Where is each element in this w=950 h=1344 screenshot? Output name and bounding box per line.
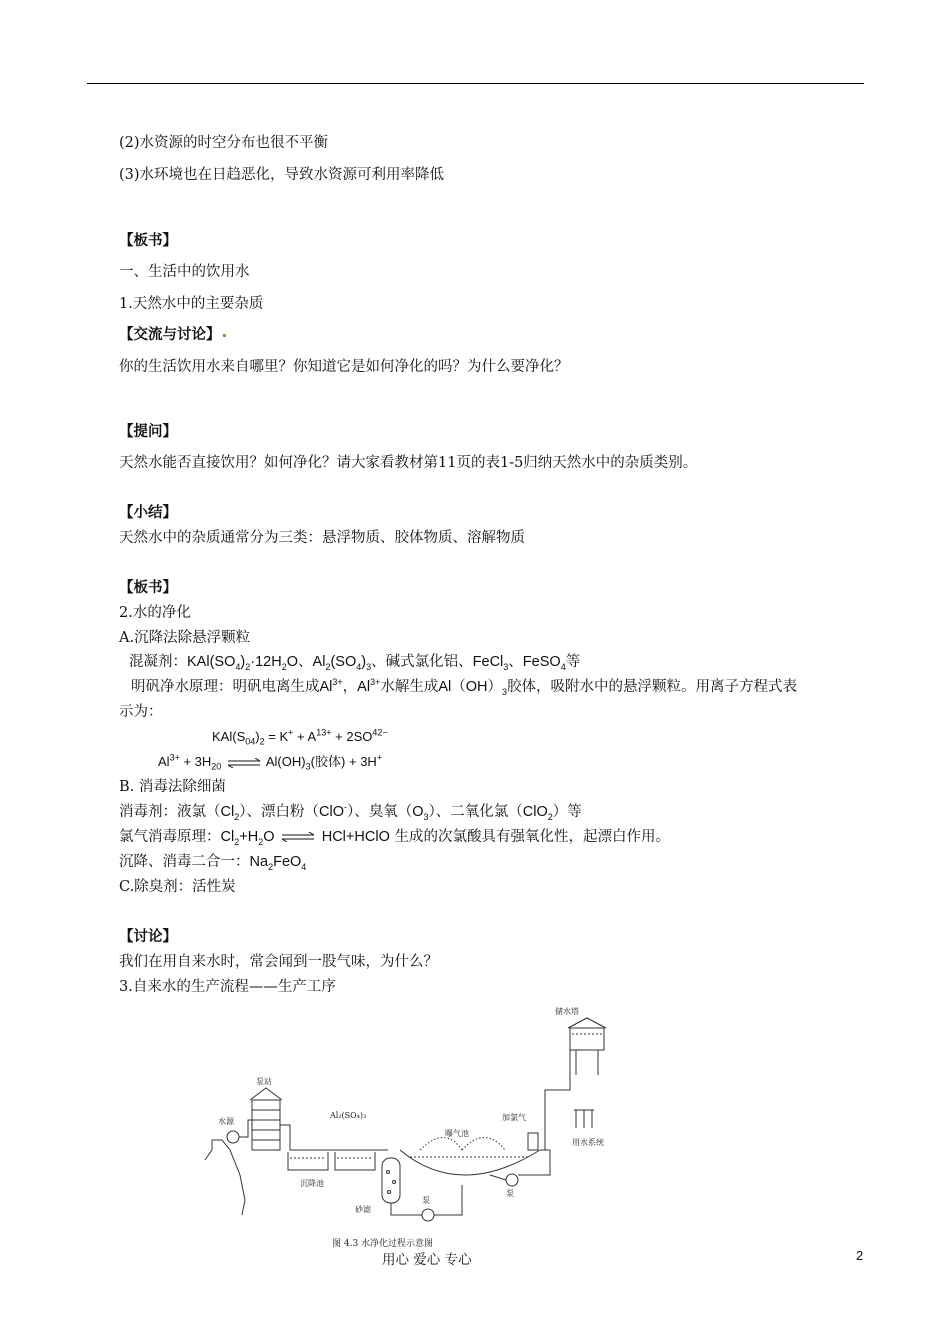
section-heading: 【板书】 — [119, 232, 177, 249]
text-line: (2)水资源的时空分布也很不平衡 — [119, 135, 329, 151]
formula-alum: $KAl(SO_4)_2\cdot 12H_2O$ — [187, 654, 299, 672]
label-pump-1: 泵 — [422, 1196, 430, 1205]
label-pump-station: 泵站 — [256, 1077, 272, 1086]
text-line: (3)水环境也在日趋恶化，导致水资源可利用率降低 — [119, 167, 445, 183]
label-sand-filter: 砂滤 — [355, 1205, 371, 1214]
label-water-system: 用水系统 — [572, 1138, 604, 1147]
formula-feso4: FeSO$_4$ — [522, 654, 566, 672]
text-line: 2.水的净化 — [119, 605, 191, 621]
text-line: A.沉降法除悬浮颗粒 — [119, 630, 251, 646]
water-tower — [570, 1028, 604, 1050]
formula-fecl3: FeCl$_3$ — [472, 654, 509, 672]
formula-al2so43: $Al_2(SO_4)_3$ — [312, 654, 372, 672]
label-pump-2: 泵 — [506, 1189, 514, 1198]
label-water-tower: 储水塔 — [555, 1007, 579, 1016]
label-al2so43: Al₂(SO₄)₃ — [330, 1111, 367, 1120]
section-heading: 【小结】 — [119, 504, 177, 521]
label-settling-pool: 沉降池 — [300, 1179, 324, 1188]
pump-icon — [422, 1209, 434, 1221]
section-heading: 【板书】 — [119, 579, 177, 596]
header-rule — [87, 83, 864, 84]
figure-caption: 图 4.3 水净化过程示意图 — [332, 1239, 434, 1249]
text-line: 你的生活饮用水来自哪里？你知道它是如何净化的吗？为什么要净化？ — [119, 359, 569, 375]
page-number: 2 — [856, 1248, 864, 1263]
reversible-arrow-icon — [227, 758, 261, 768]
text-line: B. 消毒法除细菌 — [119, 779, 226, 795]
text-line: 3.自来水的生产流程——生产工序 — [119, 979, 336, 995]
reversible-arrow-icon — [281, 832, 315, 842]
text-line: 示为： — [119, 704, 163, 720]
equation-2: $Al^{3+} + 3H_{20}$ $Al(OH)_3$(胶体) + 3H+ — [158, 752, 383, 772]
settling-pool-1 — [288, 1152, 328, 1170]
water-source-pump-icon — [227, 1131, 239, 1143]
label-water-source: 水源 — [218, 1117, 234, 1126]
settling-pool-2 — [335, 1152, 375, 1170]
section-heading: 【交流与讨论】 — [119, 325, 226, 345]
text-line: 1.天然水中的主要杂质 — [119, 296, 264, 312]
text-line: 天然水能否直接饮用？如何净化？请大家看教材第11页的表1-5归纳天然水中的杂质类别。 — [119, 455, 698, 471]
label-add-chlorine: 加氯气 — [502, 1113, 526, 1122]
footer-motto: 用心 爱心 专心 — [382, 1252, 472, 1268]
alum-principle-line: 明矾净水原理：明矾电离生成$Al^{3+}$，$Al^{3+}$水解生成$Al(OH)_3$胶体，吸附水中的悬浮颗粒。用离子方程式表 — [131, 677, 798, 697]
pump-station-building — [252, 1100, 280, 1150]
section-heading: 【讨论】 — [119, 928, 177, 945]
aeration-basin — [400, 1150, 540, 1175]
text-line: C.除臭剂：活性炭 — [119, 879, 236, 895]
two-in-one-line: 沉降、消毒二合一：$Na_2FeO_4$ — [119, 854, 307, 872]
text-line: 我们在用自来水时，常会闻到一股气味，为什么？ — [119, 954, 438, 970]
label-aeration-pool: 曝气池 — [445, 1129, 469, 1138]
water-purification-diagram — [200, 1000, 620, 1260]
pump-icon — [506, 1174, 518, 1186]
disinfectant-line: 消毒剂：液氯$(Cl_2)$、漂白粉（ClO-）、臭氧$(O_3)$、二氧化氯（ClO$_2$）等 — [119, 802, 582, 822]
equation-1: $KAl(S_{04})_2 = K^+ + A^{13+} + 2SO^{42-}$ — [212, 727, 388, 747]
text-line: 天然水中的杂质通常分为三类：悬浮物质、胶体物质、溶解物质 — [119, 530, 525, 546]
coagulant-line: 混凝剂：$KAl(SO_4)_2\cdot 12H_2O$、$Al_2(SO_4)_3$、碱式氯化铝、FeCl$_3$、FeSO$_4$等 — [129, 654, 581, 672]
text-line: 一、生活中的饮用水 — [119, 264, 250, 280]
section-heading: 【提问】 — [119, 423, 177, 440]
chlorine-principle-line: 氯气消毒原理：$Cl_2+H_2O$ HCl+HClO 生成的次氯酸具有强氧化性，起漂白作用。 — [119, 829, 670, 847]
sand-filter — [382, 1158, 400, 1203]
